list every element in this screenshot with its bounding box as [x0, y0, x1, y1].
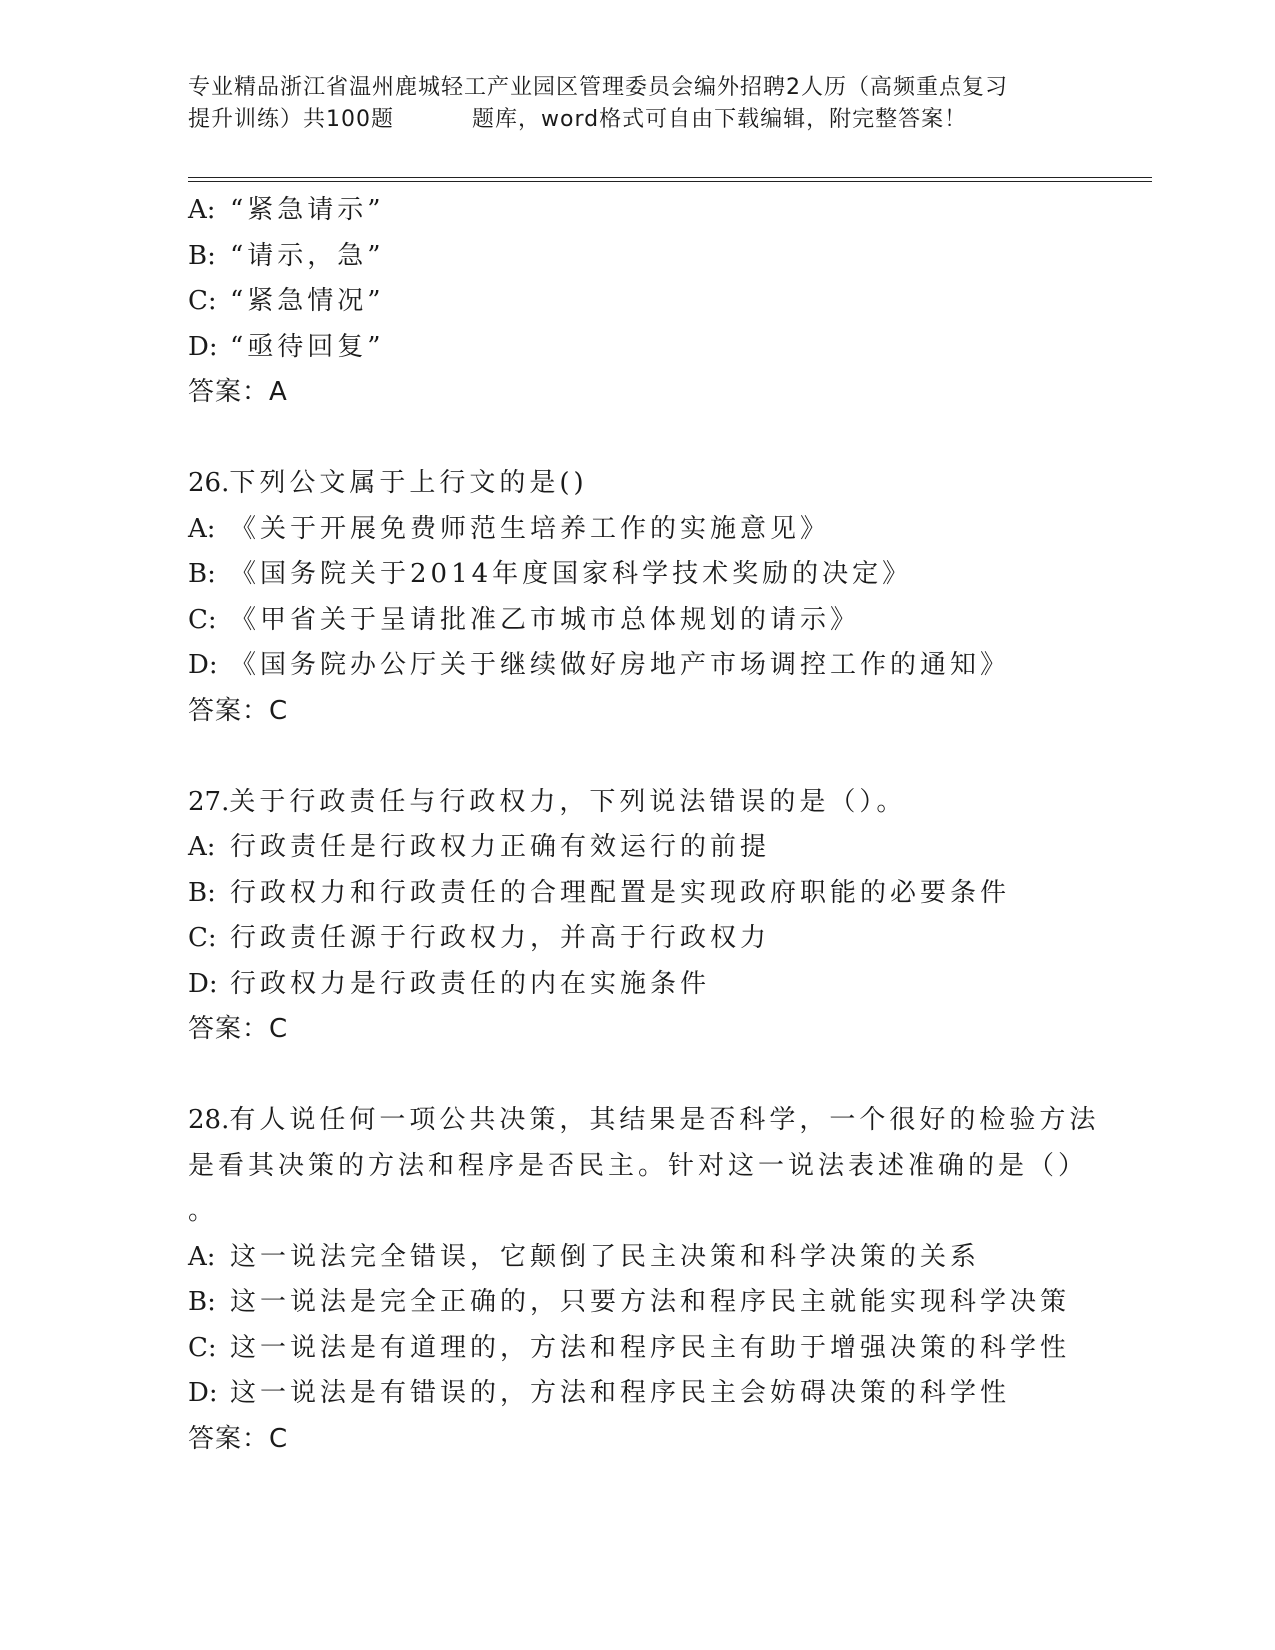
option-label: D: [188, 1378, 218, 1408]
option-label: C: [188, 286, 217, 316]
option-text: 这一说法完全错误，它颠倒了民主决策和科学决策的关系 [230, 1241, 981, 1272]
option-label: C: [188, 604, 217, 635]
question-list [188, 188, 1188, 1462]
answer-line: 答案：C [188, 1014, 289, 1044]
option-text: “紧急请示” [230, 195, 385, 225]
question-stem-text: 关于行政责任与行政权力，下列说法错误的是（）。 [229, 786, 907, 817]
header-line-2 [188, 104, 1088, 136]
answer-line: 答案：C [188, 695, 289, 726]
option-c [188, 1326, 1188, 1372]
header-divider-top [188, 177, 1152, 178]
option-text: 《国务院办公厅关于继续做好房地产市场调控工作的通知》 [230, 650, 1011, 680]
option-d [188, 962, 1188, 1008]
option-text: 这一说法是完全正确的，只要方法和程序民主就能实现科学决策 [230, 1287, 1071, 1317]
option-a [188, 188, 1188, 234]
question-stem-text: 有人说任何一项公共决策，其结果是否科学，一个很好的检验方法 [229, 1105, 1100, 1135]
option-text: 行政责任源于行政权力，并高于行政权力 [230, 923, 771, 953]
option-text: “亟待回复” [230, 331, 385, 362]
option-label: A: [188, 195, 216, 225]
question-number: 28. [188, 1105, 230, 1135]
option-label: D: [188, 650, 218, 680]
option-label: C: [188, 1332, 217, 1363]
option-a [188, 825, 1188, 871]
option-text: 这一说法是有道理的，方法和程序民主有助于增强决策的科学性 [230, 1332, 1071, 1363]
option-label: B: [188, 1287, 216, 1317]
option-text: 《国务院关于2014年度国家科学技术奖励的决定》 [230, 559, 913, 589]
option-c [188, 598, 1188, 644]
option-label: A: [188, 513, 216, 544]
question-stem [188, 461, 1188, 507]
question-stem-text: 下列公文属于上行文的是() [229, 468, 588, 498]
option-b [188, 234, 1188, 280]
option-d [188, 325, 1188, 371]
option-label: B: [188, 877, 216, 908]
option-b [188, 1280, 1188, 1326]
option-text: 行政权力是行政责任的内在实施条件 [230, 968, 711, 999]
question-stem [188, 780, 1188, 826]
option-d [188, 1371, 1188, 1417]
option-b [188, 871, 1188, 917]
question-26 [188, 461, 1188, 734]
option-text: 《甲省关于呈请批准乙市城市总体规划的请示》 [230, 604, 861, 635]
option-label: B: [188, 240, 216, 271]
question-number: 26. [188, 468, 230, 498]
question-number: 27. [188, 786, 230, 817]
header-line-2-part-2: 题库，word格式可自由下载编辑，附完整答案！ [472, 107, 968, 132]
header-line-2-part-1: 提升训练）共100题 [188, 107, 394, 132]
option-text: 这一说法是有错误的，方法和程序民主会妨碍决策的科学性 [230, 1378, 1011, 1408]
option-c [188, 279, 1188, 325]
option-text: “紧急情况” [230, 286, 385, 316]
question-27 [188, 780, 1188, 1053]
header-line-1: 专业精品浙江省温州鹿城轻工产业园区管理委员会编外招聘2人历（高频重点复习 [188, 75, 1008, 100]
question-stem-continued: 是看其决策的方法和程序是否民主。针对这一说法表述准确的是（） [188, 1150, 1089, 1181]
document-header [188, 72, 1088, 136]
question-stem-continued: 。 [188, 1196, 219, 1226]
question-25-continued [188, 188, 1188, 416]
option-c [188, 916, 1188, 962]
option-d [188, 643, 1188, 689]
question-28 [188, 1098, 1188, 1462]
option-b [188, 552, 1188, 598]
option-label: B: [188, 559, 216, 589]
option-text: 《关于开展免费师范生培养工作的实施意见》 [230, 513, 831, 544]
option-label: A: [188, 832, 216, 862]
header-divider-bottom [188, 181, 1152, 182]
option-text: 行政责任是行政权力正确有效运行的前提 [230, 832, 771, 862]
answer-line: 答案：C [188, 1423, 289, 1454]
option-label: D: [188, 968, 218, 999]
question-stem [188, 1098, 1188, 1144]
option-label: C: [188, 923, 217, 953]
option-label: D: [188, 331, 218, 362]
option-a [188, 507, 1188, 553]
option-text: “请示，急” [230, 240, 385, 271]
answer-line: 答案：A [188, 377, 288, 407]
option-text: 行政权力和行政责任的合理配置是实现政府职能的必要条件 [230, 877, 1011, 908]
option-label: A: [188, 1241, 216, 1272]
option-a [188, 1235, 1188, 1281]
